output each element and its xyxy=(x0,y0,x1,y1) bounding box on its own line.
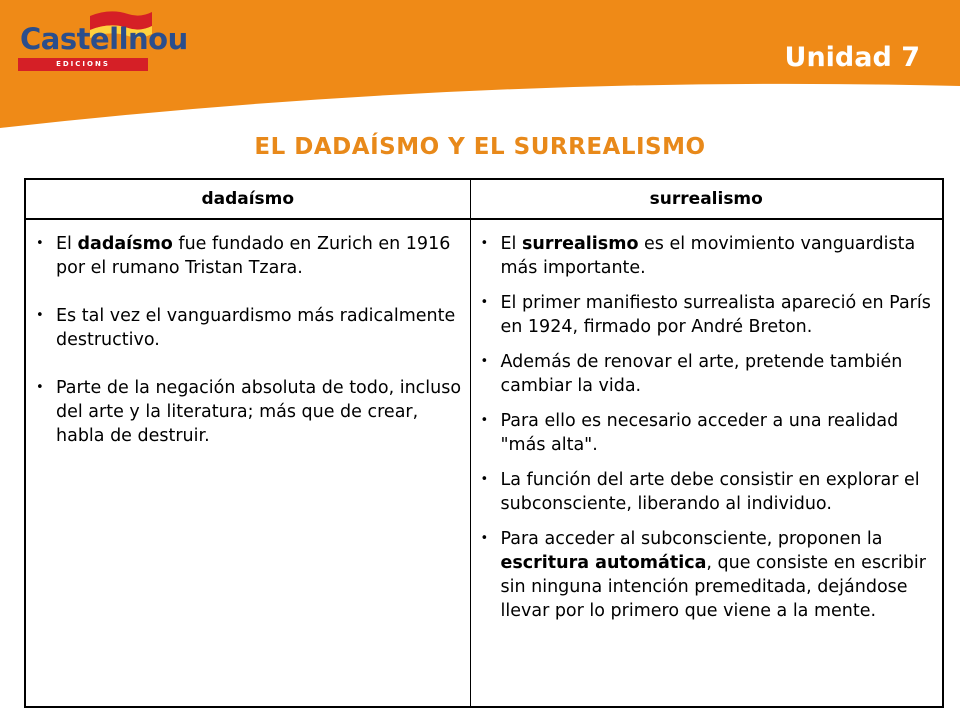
surrealismo-cell xyxy=(470,219,943,707)
brand-name: Castellnou xyxy=(20,22,188,56)
dadaismo-cell xyxy=(25,219,470,707)
list-item: • Es tal vez el vanguardismo más radicalmente destructivo. xyxy=(56,304,464,352)
surrealismo-list xyxy=(471,220,943,623)
list-item: • Además de renovar el arte, pretende también cambiar la vida. xyxy=(501,350,937,398)
header-band xyxy=(0,0,960,130)
page-title: EL DADAÍSMO Y EL SURREALISMO xyxy=(254,134,706,160)
dadaismo-list xyxy=(26,220,470,448)
list-item: • El primer manifiesto surrealista apareció en París en 1924, firmado por André Breton. xyxy=(501,291,937,339)
header-surrealismo: surrealismo xyxy=(470,179,943,219)
brand-sub: EDICIONS xyxy=(56,60,110,68)
list-item: • El dadaísmo fue fundado en Zurich en 1916 por el rumano Tristan Tzara. xyxy=(56,232,464,280)
list-item: • Parte de la negación absoluta de todo, incluso del arte y la literatura; más que de crear, habla de destruir. xyxy=(56,376,464,448)
list-item: • Para acceder al subconsciente, proponen la escritura automática, que consiste en escribir sin ninguna intención premeditada, dejándose llevar por lo primero que viene a la mente. xyxy=(501,527,937,623)
header-dadaismo: dadaísmo xyxy=(25,179,470,219)
list-item: • La función del arte debe consistir en explorar el subconsciente, liberando al individuo. xyxy=(501,468,937,516)
unit-label: Unidad 7 xyxy=(784,42,920,73)
list-item: • El surrealismo es el movimiento vanguardista más importante. xyxy=(501,232,937,280)
list-item: • Para ello es necesario acceder a una realidad "más alta". xyxy=(501,409,937,457)
comparison-table xyxy=(24,178,944,708)
brand-sub-band xyxy=(18,58,148,71)
